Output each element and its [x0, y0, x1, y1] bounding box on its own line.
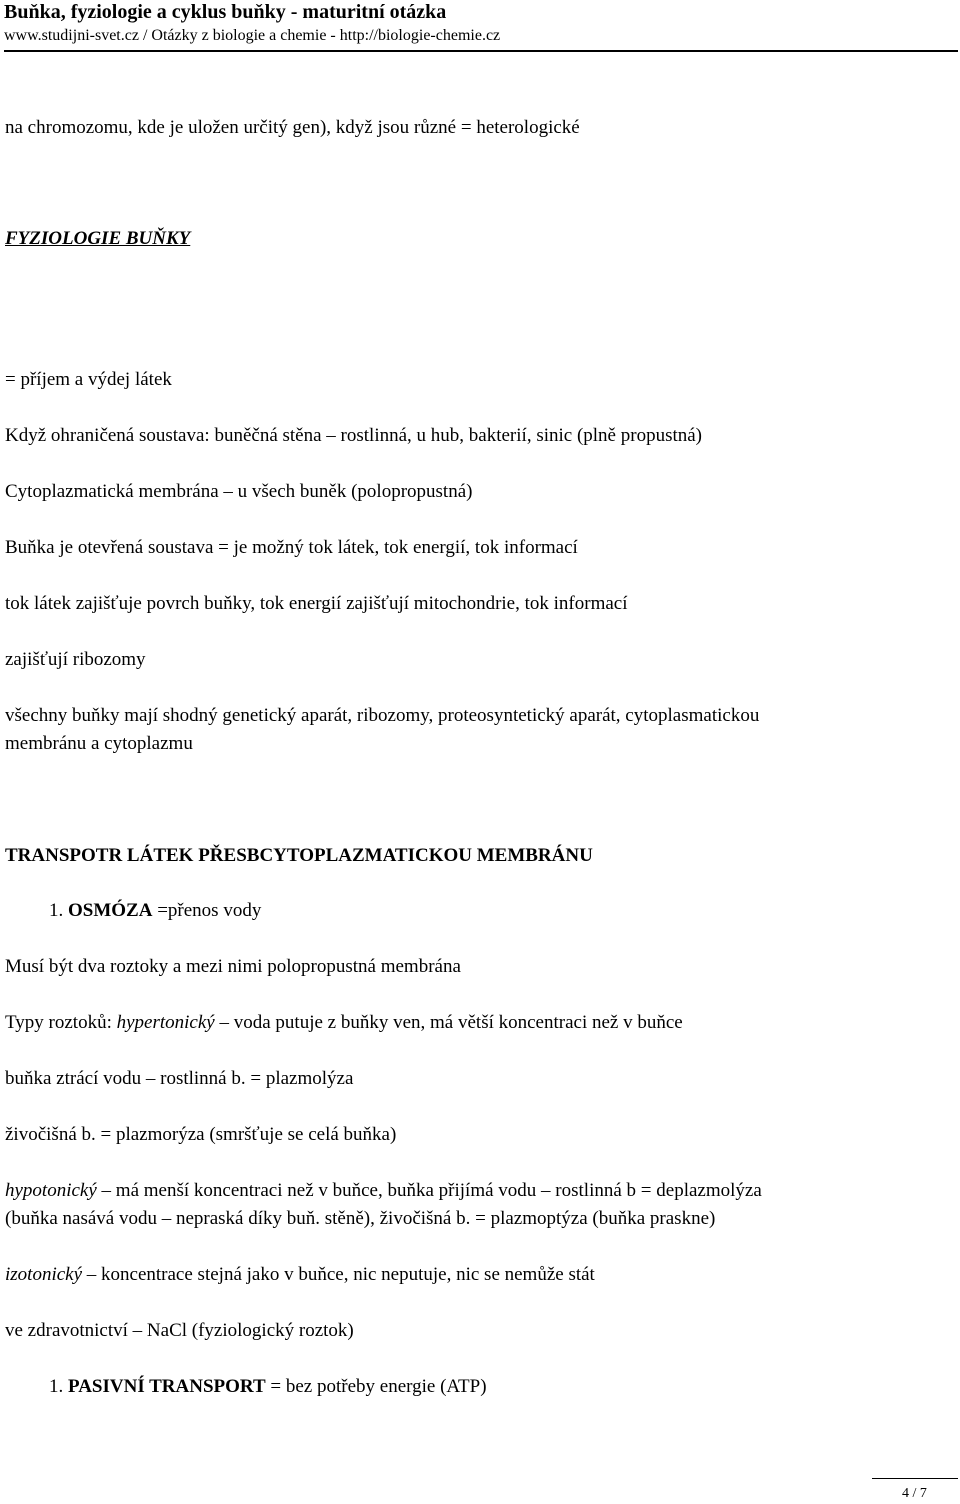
section-heading-transport: TRANSPOTR LÁTEK PŘESBCYTOPLAZMATICKOU MEMBRÁNU — [5, 845, 593, 866]
document-title: Buňka, fyziologie a cyklus buňky - maturitní otázka — [4, 1, 447, 23]
paragraph: Buňka je otevřená soustava = je možný tok látek, tok energií, tok informací — [5, 537, 578, 558]
text-run: – má menší koncentraci než v buňce, buňka přijímá vodu – rostlinná b = deplazmolýza — [96, 1180, 762, 1201]
section-heading-fyziologie: FYZIOLOGIE BUŇKY — [5, 228, 191, 249]
pasivni-transport-item — [49, 1373, 487, 1401]
paragraph — [5, 1261, 595, 1289]
osmoza-term: OSMÓZA — [68, 900, 153, 921]
paragraph: Cytoplazmatická membrána – u všech buněk (polopropustná) — [5, 481, 473, 502]
list-number: 1. — [49, 900, 64, 921]
paragraph: ve zdravotnictví – NaCl (fyziologický roztok) — [5, 1320, 354, 1341]
paragraph: zajišťují ribozomy — [5, 649, 146, 670]
term-izotonicky: izotonický — [5, 1264, 83, 1285]
paragraph: = příjem a výdej látek — [5, 369, 172, 390]
paragraph: na chromozomu, kde je uložen určitý gen), když jsou různé = heterologické — [5, 117, 580, 138]
paragraph: živočišná b. = plazmorýza (smršťuje se celá buňka) — [5, 1124, 397, 1145]
list-number: 1. — [49, 1376, 64, 1397]
osmoza-item — [49, 897, 261, 925]
term-hypertonicky: hypertonický — [116, 1012, 215, 1033]
page-number: 4 / 7 — [902, 1486, 927, 1501]
paragraph — [5, 1009, 683, 1037]
document-source-line: www.studijni-svet.cz / Otázky z biologie a chemie - http://biologie-chemie.cz — [4, 27, 501, 44]
osmoza-definition: =přenos vody — [152, 900, 262, 921]
paragraph — [5, 1177, 762, 1205]
pasivni-transport-term: PASIVNÍ TRANSPORT — [68, 1376, 266, 1397]
text-run: – voda putuje z buňky ven, má větší koncentraci než v buňce — [214, 1012, 683, 1033]
paragraph: (buňka nasává vodu – nepraská díky buň. stěně), živočišná b. = plazmoptýza (buňka praskne) — [5, 1208, 716, 1229]
text-run: – koncentrace stejná jako v buňce, nic neputuje, nic se nemůže stát — [82, 1264, 595, 1285]
paragraph: Když ohraničená soustava: buněčná stěna – rostlinná, u hub, bakterií, sinic (plně propustná) — [5, 425, 702, 446]
paragraph: všechny buňky mají shodný genetický aparát, ribozomy, proteosyntetický aparát, cytoplasmatickou — [5, 705, 760, 726]
paragraph: membránu a cytoplazmu — [5, 733, 193, 754]
text-run: Typy roztoků: — [5, 1012, 117, 1033]
paragraph: tok látek zajišťuje povrch buňky, tok energií zajišťují mitochondrie, tok informací — [5, 593, 628, 614]
page-header — [4, 0, 956, 46]
paragraph: buňka ztrácí vodu – rostlinná b. = plazmolýza — [5, 1068, 354, 1089]
paragraph: Musí být dva roztoky a mezi nimi polopropustná membrána — [5, 956, 461, 977]
footer-divider — [872, 1478, 958, 1479]
term-hypotonicky: hypotonický — [5, 1180, 97, 1201]
header-divider — [4, 50, 958, 52]
pasivni-transport-definition: = bez potřeby energie (ATP) — [265, 1376, 487, 1397]
